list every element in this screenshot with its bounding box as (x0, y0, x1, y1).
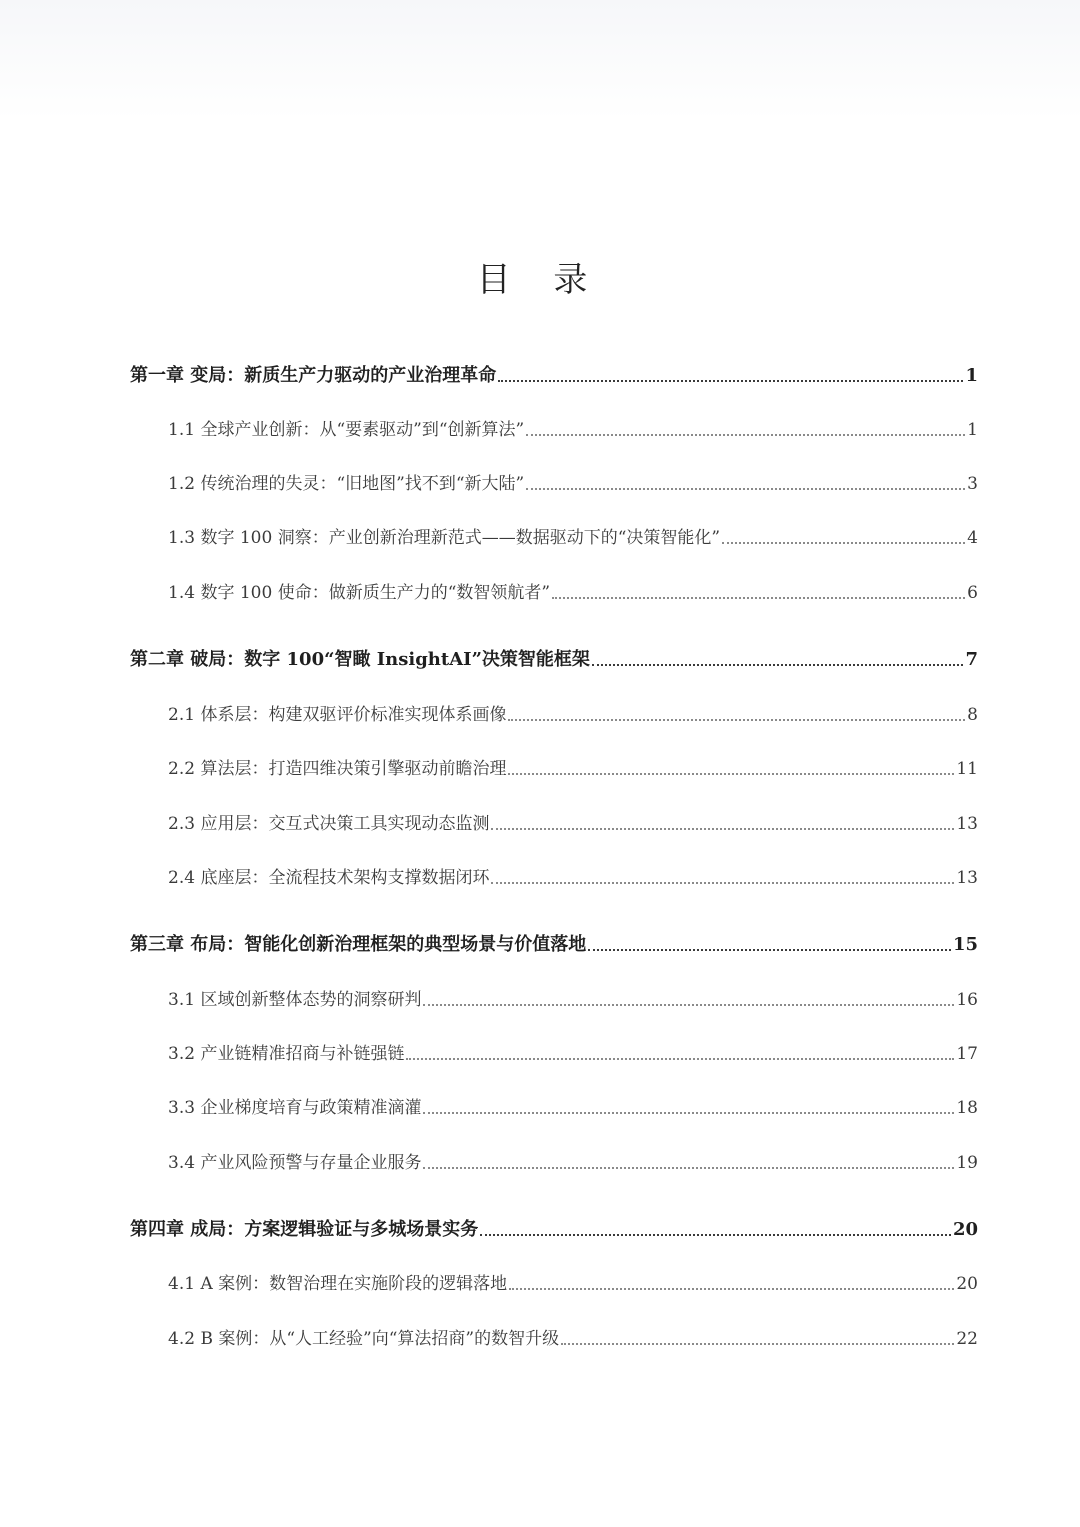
dot-leader (508, 772, 954, 775)
toc-entry-label: 4.2 B 案例：从“人工经验”向“算法招商”的数智升级 (168, 1329, 560, 1349)
toc-page-number: 19 (956, 1153, 978, 1173)
dot-leader (423, 1111, 954, 1114)
dot-leader (491, 881, 954, 884)
dot-leader (592, 663, 964, 666)
dot-leader (498, 379, 963, 382)
toc-section-4-2[interactable] (168, 1321, 978, 1351)
toc-entry-label: 第四章 成局：方案逻辑验证与多城场景实务 (130, 1219, 479, 1240)
toc-page-number: 11 (956, 759, 978, 779)
toc-entry-label: 4.1 A 案例：数智治理在实施阶段的逻辑落地 (168, 1274, 508, 1294)
toc-entry-label: 第三章 布局：智能化创新治理框架的典型场景与价值落地 (130, 934, 587, 955)
dot-leader (526, 487, 965, 490)
toc-section-2-2[interactable] (168, 751, 978, 781)
dot-leader (491, 827, 954, 830)
toc-entry-label: 第一章 变局：新质生产力驱动的产业治理革命 (130, 365, 497, 386)
toc-page-number: 20 (956, 1274, 978, 1294)
dot-leader (561, 1342, 954, 1345)
dot-leader (423, 1166, 954, 1169)
toc-page-number: 18 (956, 1098, 978, 1118)
toc-entry-label: 3.2 产业链精准招商与补链强链 (168, 1044, 405, 1064)
toc-entry-label: 1.1 全球产业创新：从“要素驱动”到“创新算法” (168, 420, 525, 440)
toc-section-1-4[interactable] (168, 575, 978, 605)
toc-page-number: 13 (956, 868, 978, 888)
toc-page-number: 8 (967, 705, 978, 725)
dot-leader (588, 948, 951, 951)
toc-section-3-1[interactable] (168, 982, 978, 1012)
toc-section-2-3[interactable] (168, 806, 978, 836)
dot-leader (552, 596, 965, 599)
dot-leader (406, 1057, 954, 1060)
dot-leader (526, 433, 965, 436)
toc-page-number: 16 (956, 990, 978, 1010)
toc-section-3-4[interactable] (168, 1145, 978, 1175)
toc-section-1-3[interactable] (168, 520, 978, 550)
toc-entry-label: 1.2 传统治理的失灵：“旧地图”找不到“新大陆” (168, 474, 525, 494)
dot-leader (508, 718, 965, 721)
toc-entry-label: 第二章 破局：数字 100“智瞰 InsightAI”决策智能框架 (130, 649, 590, 670)
toc-entry-label: 2.4 底座层：全流程技术架构支撑数据闭环 (168, 868, 490, 888)
dot-leader (480, 1233, 951, 1236)
toc-page-number: 17 (956, 1044, 978, 1064)
toc-page-number: 3 (967, 474, 978, 494)
dot-leader (423, 1003, 954, 1006)
toc-section-2-4[interactable] (168, 860, 978, 890)
toc-page-number: 1 (965, 365, 978, 386)
toc-chapter-3[interactable] (130, 927, 978, 957)
toc-entry-label: 3.4 产业风险预警与存量企业服务 (168, 1153, 422, 1173)
toc-entry-label: 1.3 数字 100 洞察：产业创新治理新范式——数据驱动下的“决策智能化” (168, 528, 721, 548)
dot-leader (722, 541, 965, 544)
toc-page-number: 13 (956, 814, 978, 834)
toc-page-number: 15 (952, 934, 978, 955)
toc-entry-label: 2.1 体系层：构建双驱评价标准实现体系画像 (168, 705, 507, 725)
toc-section-3-3[interactable] (168, 1090, 978, 1120)
toc-page-number: 22 (956, 1329, 978, 1349)
toc-chapter-1[interactable] (130, 358, 978, 388)
toc-page-number: 7 (965, 649, 978, 670)
toc-entry-label: 1.4 数字 100 使命：做新质生产力的“数智领航者” (168, 583, 551, 603)
toc-entry-label: 3.1 区域创新整体态势的洞察研判 (168, 990, 422, 1010)
toc-section-4-1[interactable] (168, 1266, 978, 1296)
page-title: 目 录 (476, 260, 604, 300)
toc-entry-label: 2.2 算法层：打造四维决策引擎驱动前瞻治理 (168, 759, 507, 779)
dot-leader (509, 1287, 954, 1290)
toc-entry-label: 2.3 应用层：交互式决策工具实现动态监测 (168, 814, 490, 834)
toc-page-number: 1 (967, 420, 978, 440)
toc-section-1-2[interactable] (168, 466, 978, 496)
toc-page-number: 4 (967, 528, 978, 548)
toc-entry-label: 3.3 企业梯度培育与政策精准滴灌 (168, 1098, 422, 1118)
toc-section-3-2[interactable] (168, 1036, 978, 1066)
toc-page-number: 6 (967, 583, 978, 603)
toc-section-1-1[interactable] (168, 412, 978, 442)
toc-chapter-2[interactable] (130, 642, 978, 672)
toc-page-number: 20 (952, 1219, 978, 1240)
toc-chapter-4[interactable] (130, 1212, 978, 1242)
toc-section-2-1[interactable] (168, 697, 978, 727)
